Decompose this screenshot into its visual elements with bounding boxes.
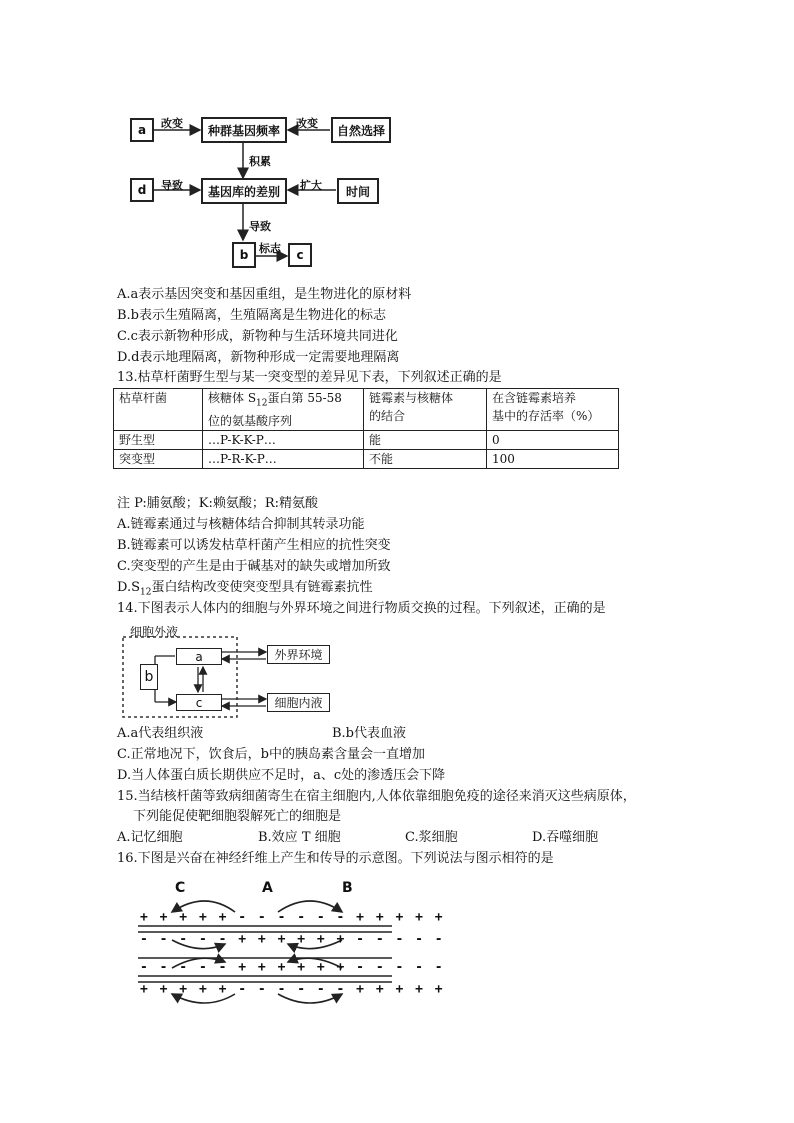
box-d: d: [130, 178, 154, 202]
q15-stem-line1: 15.当结核杆菌等致病细菌寄生在宿主细胞内,人体依靠细胞免疫的途径来消灭这些病原体，: [117, 789, 636, 804]
label-b: B: [342, 880, 353, 896]
box-gene-frequency: 种群基因频率: [201, 117, 287, 143]
q13-option-a: A.链霉素通过与核糖体结合抑制其转录功能: [117, 517, 365, 532]
q13-option-b: B.链霉素可以诱发枯草杆菌产生相应的抗性突变: [117, 538, 391, 553]
box-c: c: [176, 694, 222, 711]
box-intracellular: 细胞内液: [267, 693, 330, 712]
cell: 不能: [364, 450, 487, 469]
cell: 突变型: [114, 450, 203, 469]
box-b: b: [140, 664, 158, 690]
cell: 100: [487, 450, 619, 469]
label-accumulate: 积累: [249, 155, 271, 168]
header-cell: 在含链霉素培养 基中的存活率（%）: [487, 389, 619, 431]
charge-row-2: - - - - - + + + + + + - - - - -: [140, 932, 445, 947]
charge-row-4: + + + + + - - - - - - + + + + +: [140, 982, 445, 997]
cell: …P-R-K-P…: [203, 450, 364, 469]
q12-option-c: C.c表示新物种形成，新物种与生活环境共同进化: [117, 329, 398, 344]
q16-stem: 16.下图是兴奋在神经纤维上产生和传导的示意图。下列说法与图示相符的是: [117, 851, 554, 866]
charge-row-1: + + + + + - - - - - - + + + + +: [140, 910, 445, 925]
label-lead-bottom: 导致: [249, 220, 271, 233]
q14-option-a: A.a代表组织液: [117, 726, 204, 741]
header-cell: 核糖体 $S_{12}$蛋白第 55-58 位的氨基酸序列: [203, 389, 364, 431]
label-mark: 标志: [259, 242, 281, 255]
box-a: a: [130, 118, 154, 142]
q12-option-d: D.d表示地理隔离，新物种形成一定需要地理隔离: [117, 350, 400, 365]
label-extracellular: 细胞外液: [130, 625, 179, 639]
charge-row-3: - - - - - + + + + + + - - - - -: [140, 960, 445, 975]
q15-option-b: B.效应 T 细胞: [258, 830, 341, 845]
q15-option-a: A.记忆细胞: [117, 830, 183, 845]
q15-option-c: C.浆细胞: [405, 830, 458, 845]
box-c: c: [288, 243, 312, 267]
box-b: b: [232, 242, 256, 268]
header-cell: 枯草杆菌: [114, 389, 203, 431]
q13-note: 注 P:脯氨酸；K:赖氨酸；R:精氨酸: [117, 496, 319, 511]
box-time: 时间: [337, 178, 379, 204]
q12-option-a: A.a表示基因突变和基因重组，是生物进化的原材料: [117, 287, 412, 302]
box-environment: 外界环境: [267, 645, 330, 664]
cell: …P-K-K-P…: [203, 431, 364, 450]
q14-option-c: C.正常地况下，饮食后，b中的胰岛素含量会一直增加: [117, 747, 425, 762]
q13-option-d: $D.S_{12}$蛋白结构改变使突变型具有链霉素抗性: [117, 580, 373, 598]
q12-option-b: B.b表示生殖隔离，生殖隔离是生物进化的标志: [117, 308, 387, 323]
cell: 野生型: [114, 431, 203, 450]
q15-option-d: D.吞噬细胞: [532, 830, 599, 845]
box-natural-selection: 自然选择: [331, 117, 391, 143]
q14-stem: 14.下图表示人体内的细胞与外界环境之间进行物质交换的过程。下列叙述，正确的是: [117, 601, 606, 616]
q14-option-d: D.当人体蛋白质长期供应不足时，a、c处的渗透压会下降: [117, 768, 446, 783]
box-gene-pool-diff: 基因库的差别: [201, 178, 287, 204]
label-lead-left: 导致: [161, 179, 183, 192]
label-c: C: [175, 880, 186, 896]
box-a: a: [176, 648, 222, 665]
header-cell: 链霉素与核糖体 的结合: [364, 389, 487, 431]
q13-option-c: C.突变型的产生是由于碱基对的缺失或增加所致: [117, 559, 391, 574]
label-change-left: 改变: [161, 117, 183, 130]
q14-option-b: B.b代表血液: [332, 726, 407, 741]
q13-stem: 13.枯草杆菌野生型与某一突变型的差异见下表，下列叙述正确的是: [117, 370, 502, 385]
label-a: A: [262, 880, 273, 896]
cell: 0: [487, 431, 619, 450]
cell: 能: [364, 431, 487, 450]
label-change-right: 改变: [296, 117, 318, 130]
label-expand: 扩大: [300, 179, 322, 192]
q15-stem-line2: 下列能促使靶细胞裂解死亡的细胞是: [133, 809, 342, 824]
